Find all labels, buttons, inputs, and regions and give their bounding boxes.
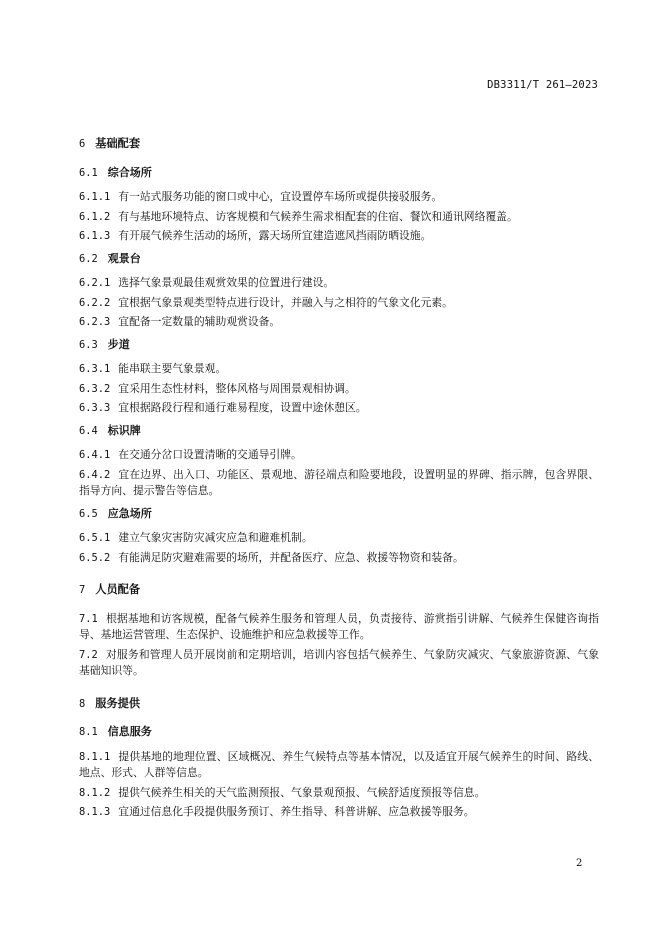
subsection-heading — [79, 724, 599, 741]
section-title: 基础配套 — [95, 137, 141, 150]
subsection — [79, 506, 599, 567]
clause-number: 6.1.1 — [79, 191, 111, 203]
clause-number: 6.1.2 — [79, 210, 111, 223]
subsection-heading — [79, 337, 599, 354]
clause-number: 6.1.3 — [79, 230, 111, 242]
subsection-heading — [79, 165, 599, 182]
clause-number: 6.2.1 — [79, 277, 111, 289]
clause — [79, 530, 599, 547]
subsection-title: 综合场所 — [107, 165, 152, 179]
clause-text: 提供气候养生相关的天气监测预报、气象景观预报、气候舒适度预报等信息。 — [118, 785, 486, 799]
clause-number: 8.1.2 — [79, 786, 111, 799]
clause-number: 6.3.2 — [79, 382, 111, 395]
clause — [79, 228, 599, 245]
clause-text: 根据基地和访客规模，配备气候养生服务和管理人员，负责接待、游赏指引讲解、气候养生保健咨询指导、基地运营管理、生态保护、设施维护和应急救援等工作。 — [79, 611, 599, 641]
clause-number: 7.1 — [79, 612, 98, 625]
clause-text: 建立气象灾害防灾减灾应急和避难机制。 — [118, 531, 313, 544]
clause-text: 宜根据路段行程和通行难易程度，设置中途休憩区。 — [118, 401, 367, 414]
subsection-heading — [79, 423, 599, 440]
section-number: 6 — [79, 138, 86, 150]
section-number: 8 — [79, 697, 86, 710]
clause-number: 6.5.1 — [79, 532, 111, 544]
clause — [79, 611, 599, 644]
page-number: 2 — [576, 858, 583, 869]
clause-text: 有开展气候养生活动的场所，露天场所宜建造遮风挡雨防晒设施。 — [118, 229, 432, 242]
clause-text: 宜在边界、出入口、功能区、景观地、游径端点和险要地段，设置明显的界碑、指示牌，包含界限、指导方向、提示警告等信息。 — [79, 467, 599, 497]
subsection-heading — [79, 506, 599, 523]
clause-number: 6.4.1 — [79, 449, 111, 461]
clause — [79, 314, 599, 331]
clause — [79, 804, 599, 821]
clause-number: 6.4.2 — [79, 468, 111, 481]
clause — [79, 381, 599, 398]
subsection — [79, 423, 599, 500]
subsection-number: 6.4 — [79, 424, 98, 437]
clause-text: 能串联主要气象景观。 — [118, 362, 227, 375]
section-title: 服务提供 — [95, 696, 141, 710]
subsection-number: 6.3 — [79, 338, 98, 351]
clause — [79, 447, 599, 464]
clause-text: 有一站式服务功能的窗口或中心，宜设置停车场所或提供接驳服务。 — [118, 190, 443, 203]
section-heading — [79, 696, 599, 713]
clause-number: 6.2.3 — [79, 316, 111, 328]
clause-text: 在交通分岔口设置清晰的交通导引牌。 — [118, 448, 302, 461]
subsection-title: 应急场所 — [107, 506, 152, 520]
clause-text: 提供基地的地理位置、区域概况、养生气候特点等基本情况，以及适宜开展气候养生的时间、路线、地点、形式、人群等信息。 — [79, 749, 599, 779]
clause-number: 6.3.3 — [79, 402, 111, 414]
section-title: 人员配备 — [95, 583, 141, 596]
subsection-title: 观景台 — [107, 251, 141, 265]
clause — [79, 749, 599, 782]
clause — [79, 361, 599, 378]
clause-text: 对服务和管理人员开展岗前和定期培训，培训内容包括气候养生、气象防灾减灾、气象旅游资源、气象基础知识等。 — [79, 647, 599, 677]
subsection — [79, 165, 599, 245]
clause-number: 8.1.1 — [79, 750, 111, 763]
subsection-number: 8.1 — [79, 726, 98, 738]
clause — [79, 295, 599, 312]
clause — [79, 550, 599, 567]
clause-text: 选择气象景观最佳观赏效果的位置进行建设。 — [118, 276, 335, 289]
clause — [79, 189, 599, 206]
subsection-number: 6.1 — [79, 166, 98, 179]
clause-group — [79, 611, 599, 680]
clause — [79, 467, 599, 500]
subsection — [79, 724, 599, 821]
clause — [79, 647, 599, 680]
clause-text: 宜采用生态性材料，整体风格与周围景观相协调。 — [118, 381, 356, 395]
section-number: 7 — [79, 584, 86, 596]
document-code: DB3311/T 261—2023 — [487, 79, 598, 91]
clause-number: 8.1.3 — [79, 806, 111, 818]
subsection-title: 标识牌 — [107, 423, 141, 437]
subsection-number: 6.2 — [79, 252, 98, 265]
subsection-number: 6.5 — [79, 507, 98, 520]
clause-number: 7.2 — [79, 648, 98, 661]
clause-text: 宜配备一定数量的辅助观赏设备。 — [118, 315, 281, 328]
subsection — [79, 251, 599, 331]
subsection-title: 信息服务 — [107, 725, 152, 738]
subsection-heading — [79, 251, 599, 268]
clause-number: 6.5.2 — [79, 551, 111, 564]
clause-number: 6.3.1 — [79, 363, 111, 375]
clause — [79, 785, 599, 802]
clause — [79, 275, 599, 292]
clause-text: 宜根据气象景观类型特点进行设计，并融入与之相符的气象文化元素。 — [118, 295, 453, 309]
subsection — [79, 337, 599, 417]
clause-text: 宜通过信息化手段提供服务预订、养生指导、科普讲解、应急救援等服务。 — [118, 805, 475, 818]
clause-text: 有与基地环境特点、访客规模和气候养生需求相配套的住宿、餐饮和通讯网络覆盖。 — [118, 209, 518, 223]
document-body — [79, 136, 599, 826]
section-heading — [79, 136, 599, 153]
clause-text: 有能满足防灾避难需要的场所，并配备医疗、应急、救援等物资和装备。 — [118, 550, 464, 564]
clause — [79, 400, 599, 417]
clause — [79, 209, 599, 226]
subsection-title: 步道 — [107, 337, 130, 351]
clause-number: 6.2.2 — [79, 296, 111, 309]
section-heading — [79, 582, 599, 599]
